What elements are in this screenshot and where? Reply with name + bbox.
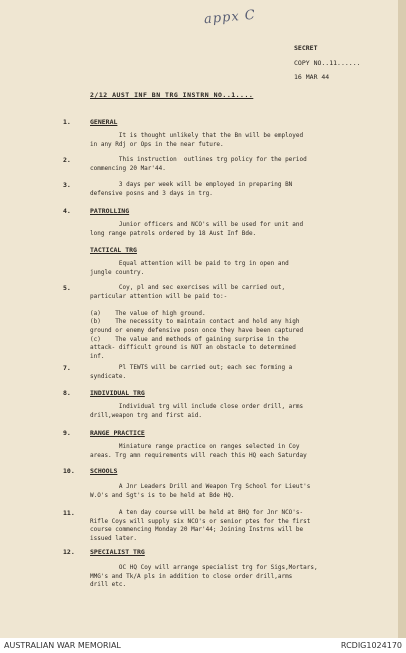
paragraph-text: OC HQ Coy will arrange specialist trg for Sigs,Mortars, MMG's and Tk/A pls in addition to close order drill,arms drill etc. xyxy=(90,564,318,589)
paragraph-heading: TACTICAL TRG xyxy=(90,246,137,254)
paragraph-text: A Jnr Leaders Drill and Weapon Trg School for Lieut's W.O's and Sgt's is to be held at Bde HQ. xyxy=(90,483,311,499)
paragraph-heading: PATROLLING xyxy=(90,207,130,215)
paragraph-heading: SPECIALIST TRG xyxy=(90,548,145,556)
date-stamp: 16 MAR 44 xyxy=(294,73,330,81)
paragraph-number: 7. xyxy=(63,364,71,372)
paragraph-number: 2. xyxy=(63,156,71,164)
paragraph-number: 4. xyxy=(63,207,71,215)
paragraph-number: 10. xyxy=(63,467,75,475)
footer-record-id: RCDIG1024170 xyxy=(340,641,402,650)
paragraph-heading: GENERAL xyxy=(90,118,118,126)
paragraph-heading: INDIVIDUAL TRG xyxy=(90,389,145,397)
document-title: 2/12 AUST INF BN TRG INSTRN NO..1.... xyxy=(90,91,254,99)
paragraph-number: 8. xyxy=(63,389,71,397)
paragraph-text: Junior officers and NCO's will be used for unit and long range patrols ordered by 18 Aust Inf Bde. xyxy=(90,221,304,237)
paragraph-heading: RANGE PRACTICE xyxy=(90,429,145,437)
paragraph-text: 3 days per week will be employed in preparing BN defensive posns and 3 days in trg. xyxy=(90,181,293,197)
paragraph-number: 12. xyxy=(63,548,75,556)
handwritten-annotation: appx C xyxy=(203,7,257,28)
paragraph-number: 9. xyxy=(63,429,71,437)
paragraph-text: This instruction outlines trg policy for the period commencing 20 Mar'44. xyxy=(90,156,307,172)
paragraph-text: Individual trg will include close order drill, arms drill,weapon trg and first aid. xyxy=(90,403,304,419)
copy-number: COPY NO..11...... xyxy=(294,59,361,67)
footer-source: AUSTRALIAN WAR MEMORIAL xyxy=(4,641,121,650)
paragraph-heading: SCHOOLS xyxy=(90,467,118,475)
archive-footer xyxy=(0,638,406,653)
paragraph-text: Pl TEWTS will be carried out; each sec forming a syndicate. xyxy=(90,364,293,380)
paragraph-number: 11. xyxy=(63,509,75,517)
paragraph-text: Miniature range practice on ranges selected in Coy areas. Trg amn requirements will reach this HQ each Saturday xyxy=(90,443,307,459)
secret-marking: SECRET xyxy=(294,44,318,52)
paper-edge xyxy=(398,0,406,638)
paragraph-number: 3. xyxy=(63,181,71,189)
paragraph-text: It is thought unlikely that the Bn will be employed in any Rdj or Ops in the near future. xyxy=(90,132,304,148)
paragraph-number: 1. xyxy=(63,118,71,126)
paragraph-text: A ten day course will be held at BHQ for Jnr NCO's- Rifle Coys will supply six NCO's or senior ptes for the first course commencing Monday 20 Mar'44; Joining Instrns will be issued later. xyxy=(90,509,311,542)
paragraph-number: 5. xyxy=(63,284,71,292)
paragraph-text: Equal attention will be paid to trg in open and jungle country. xyxy=(90,260,289,276)
paragraph-text: Coy, pl and sec exercises will be carried out, particular attention will be paid to:- (a) The value of high ground. (b) The necessity to maintain contact and hold any high ground or enemy defensive posn once they have been captured (c) The value and methods of gaining surprise in the attack- difficult ground is NOT an obstacle to determined inf. xyxy=(90,284,304,360)
